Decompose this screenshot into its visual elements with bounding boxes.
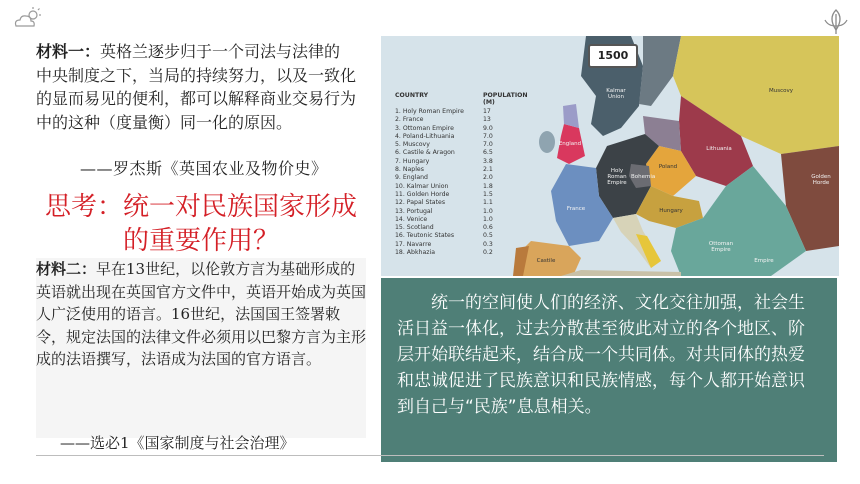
legend-row [395, 249, 515, 257]
legend-country: 9. England [395, 174, 428, 182]
legend-population: 13 [483, 116, 491, 124]
map-label-bohemia: Bohemia [631, 174, 656, 180]
legend-population: 9.0 [483, 124, 493, 132]
legend-population: 0.3 [483, 240, 493, 248]
legend-row [395, 141, 515, 149]
material-one [36, 40, 356, 134]
legend-country: 18. Abkhazia [395, 249, 436, 257]
legend-row [395, 224, 515, 232]
map-label-ottoman: Ottoman Empire [708, 241, 734, 253]
map-label-england: England [558, 141, 582, 147]
map-label-empire: Empire [754, 258, 774, 264]
legend-population: 0.6 [483, 224, 493, 232]
legend-row [395, 108, 515, 116]
map-label-kalmar: Kalmar Union [606, 88, 626, 100]
material-two-text: 早在13世纪，以伦敦方言为基础形成的英语就出现在英国官方文件中，英语开始成为英国人广泛使用的语言。16世纪，法国国王签署敕令，规定法国的法律文件必须用以巴黎方言为主形成的法语撰写，法语成为法国的官方语言。 [36, 260, 367, 368]
map-label-castile: Castile [536, 258, 556, 264]
legend-population: 6.5 [483, 149, 493, 157]
legend-row [395, 232, 515, 240]
legend-country: 17. Navarre [395, 240, 432, 248]
summary-box [381, 278, 837, 462]
material-one-label: 材料一： [36, 42, 101, 61]
legend-country: 14. Venice [395, 215, 428, 223]
europe-1500-map [381, 36, 839, 276]
material-two [36, 258, 366, 438]
map-label-hre: Holy Roman Empire [607, 168, 627, 186]
legend-country: 6. Castile & Aragon [395, 149, 455, 157]
legend-row [395, 149, 515, 157]
legend-country: 8. Naples [395, 166, 424, 174]
map-label-lithuania: Lithuania [706, 146, 732, 152]
legend-country: 1. Holy Roman Empire [395, 108, 464, 115]
legend-population: 0.2 [483, 249, 493, 257]
legend-row [395, 133, 515, 141]
legend-population: 0.5 [483, 232, 493, 240]
legend-row [395, 191, 515, 199]
legend-population: 7.0 [483, 141, 493, 149]
legend-population: 17 [483, 108, 491, 115]
map-label-poland: Poland [658, 164, 678, 170]
legend-row [395, 125, 515, 133]
bottom-divider [36, 455, 824, 456]
legend-population: 2.0 [483, 174, 493, 182]
legend-header-population: POPULATION (M) [483, 92, 528, 106]
think-question: 思考：统一对民族国家形成的重要作用？ [44, 192, 357, 256]
map-legend [395, 92, 528, 257]
legend-population: 2.1 [483, 166, 493, 174]
legend-row [395, 199, 515, 207]
legend-country: 11. Golden Horde [395, 190, 450, 198]
summary-text: 统一的空间使人们的经济、文化交往加强，社会生活日益一体化，过去分散甚至彼此对立的各个地区、阶层开始联结起来，结合成一个共同体。对共同体的热爱和忠诚促进了民族意识和民族情感，每个人都开始意识到自己与“民族”息息相关。 [397, 293, 805, 417]
legend-row [395, 241, 515, 249]
legend-population: 3.8 [483, 157, 493, 165]
legend-population: 7.0 [483, 132, 493, 140]
legend-row [395, 216, 515, 224]
legend-row [395, 158, 515, 166]
map-label-hungary: Hungary [659, 208, 683, 214]
map-label-france: France [566, 206, 586, 212]
legend-country: 7. Hungary [395, 157, 430, 165]
legend-population: 1.8 [483, 182, 493, 190]
legend-row [395, 183, 515, 191]
material-one-text: 英格兰逐步归于一个司法与法律的中央制度之下，当局的持续努力，以及一致化的显而易见的便利，都可以解释商业交易行为中的这种（度量衡）同一化的原因。 [36, 42, 357, 132]
cloud-sun-icon [12, 6, 42, 34]
legend-row [395, 208, 515, 216]
legend-population: 1.0 [483, 207, 493, 215]
legend-header-country: COUNTRY [395, 92, 429, 99]
legend-country: 10. Kalmar Union [395, 182, 449, 190]
legend-row [395, 174, 515, 182]
legend-country: 3. Ottoman Empire [395, 124, 454, 132]
material-one-source: ——罗杰斯《英国农业及物价史》 [80, 159, 328, 178]
legend-country: 2. France [395, 116, 424, 124]
material-two-source: ——选必1《国家制度与社会治理》 [60, 434, 295, 452]
legend-country: 15. Scotland [395, 224, 434, 232]
legend-country: 13. Portugal [395, 207, 433, 215]
legend-country: 5. Muscovy [395, 141, 430, 149]
legend-population: 1.5 [483, 190, 493, 198]
material-two-label: 材料二： [36, 260, 97, 278]
legend-header [395, 92, 528, 106]
legend-row [395, 166, 515, 174]
legend-country: 16. Teutonic States [395, 232, 455, 240]
legend-row [395, 116, 515, 124]
map-label-muscovy: Muscovy [769, 88, 793, 94]
legend-population: 1.1 [483, 199, 493, 207]
map-label-golden-horde: Golden Horde [811, 174, 831, 186]
legend-country: 12. Papal States [395, 199, 446, 207]
legend-population: 1.0 [483, 215, 493, 223]
year-badge: 1500 [588, 44, 638, 68]
legend-country: 4. Poland-Lithuania [395, 132, 455, 140]
